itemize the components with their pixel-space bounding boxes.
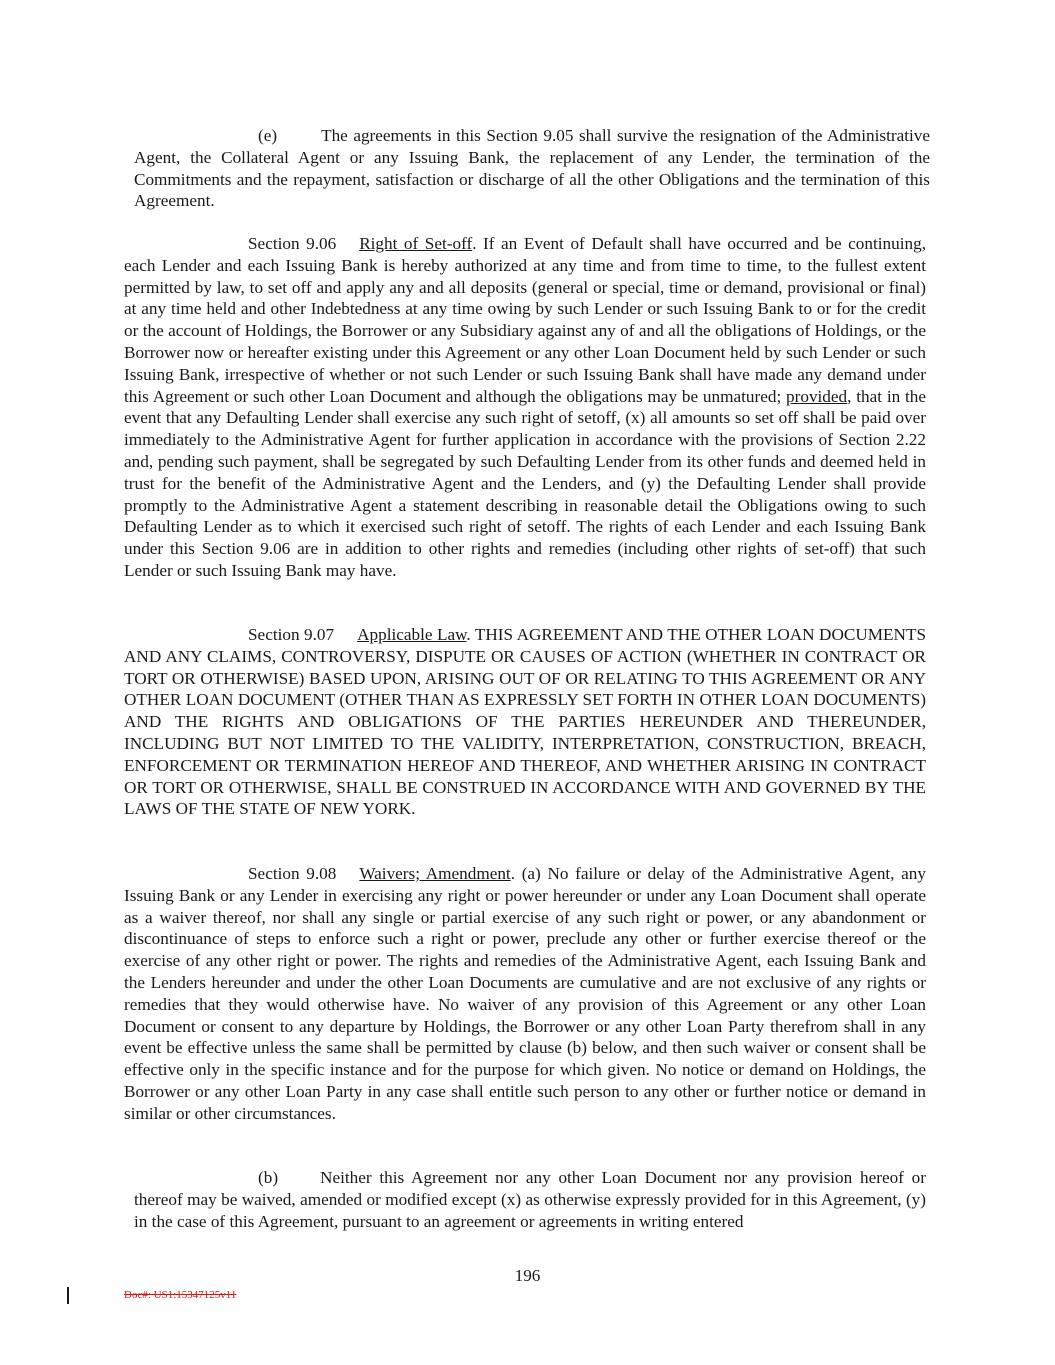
section-text-continued: , that in the event that any Defaulting Lender shall exercise any such right of setoff, (x) all amounts so set off shall be paid over immediately to the Administrative Agent for further application in accordance with the provisions of Section 2.22 and, pending such payment, shall be segregated by such Defaulting Lender from its other funds and deemed held in trust for the benefit of the Administrative Agent and the Lenders, and (y) the Defaulting Lender shall provide promptly to the Administrative Agent a statement describing in reasonable detail the Obligations owing to such Defaulting Lender as to which it exercised such right of setoff. The rights of each Lender and each Issuing Bank under this Section 9.06 are in addition to other rights and remedies (including other rights of set-off) that such Lender or such Issuing Bank may have.	[124, 386, 926, 580]
section-number: Section 9.06	[248, 234, 337, 253]
paragraph-9-05-e	[134, 125, 930, 212]
section-heading: Applicable Law	[357, 625, 467, 644]
section-heading: Waivers; Amendment	[359, 864, 511, 883]
change-bar	[67, 1287, 69, 1304]
paragraph-9-08-b	[134, 1167, 926, 1232]
section-text: . If an Event of Default shall have occurred and be continuing, each Lender and each Issuing Bank is hereby authorized at any time and from time to time, to the fullest extent permitted by law, to set off and apply any and all deposits (general or special, time or demand, provisional or final) at any time held and other Indebtedness at any time owing by such Lender or such Issuing Bank to or for the credit or the account of Holdings, the Borrower or any Subsidiary against any of and all the obligations of Holdings, or the Borrower now or hereafter existing under this Agreement or any other Loan Document held by such Lender or such Issuing Bank, irrespective of whether or not such Lender or such Issuing Bank shall have made any demand under this Agreement or such other Loan Document and although the obligations may be unmatured;	[124, 234, 926, 406]
section-heading: Right of Set-off	[359, 234, 473, 253]
section-number: Section 9.08	[248, 864, 337, 883]
paragraph-text: Neither this Agreement nor any other Loan Document nor any provision hereof or thereof may be waived, amended or modified except (x) as otherwise expressly provided for in this Agreement, (y) in the case of this Agreement, pursuant to an agreement or agreements in writing entered	[134, 1168, 926, 1231]
section-9-08-paragraph	[124, 863, 926, 1125]
page-number: 196	[514, 1266, 541, 1285]
paragraph-text: The agreements in this Section 9.05 shall survive the resignation of the Administrative Agent, the Collateral Agent or any Issuing Bank, the replacement of any Lender, the termination of the Commitments and the repayment, satisfaction or discharge of all the other Obligations and the termination of this Agreement.	[134, 126, 930, 211]
section-text: . (a) No failure or delay of the Administrative Agent, any Issuing Bank or any Lender in exercising any right or power hereunder or under any Loan Document shall operate as a waiver thereof, nor shall any single or partial exercise of any such right or power, or any abandonment or discontinuance of steps to enforce such a right or power, preclude any other or further exercise thereof or the exercise of any other right or power. The rights and remedies of the Administrative Agent, each Issuing Bank and the Lenders hereunder and under the other Loan Documents are cumulative and are not exclusive of any rights or remedies that they would otherwise have. No waiver of any provision of this Agreement or any other Loan Document or consent to any departure by Holdings, the Borrower or any other Loan Party therefrom shall in any event be effective unless the same shall be permitted by clause (b) below, and then such waiver or consent shall be effective only in the specific instance and for the purpose for which given. No notice or demand on Holdings, the Borrower or any other Loan Party in any case shall entitle such person to any other or further notice or demand in similar or other circumstances.	[124, 864, 926, 1123]
provided-term: provided	[786, 386, 848, 406]
paragraph-label: (b)	[258, 1168, 279, 1187]
section-text: . THIS AGREEMENT AND THE OTHER LOAN DOCUMENTS AND ANY CLAIMS, CONTROVERSY, DISPUTE OR CAUSES OF ACTION (WHETHER IN CONTRACT OR TORT OR OTHERWISE) BASED UPON, ARISING OUT OF OR RELATING TO THIS AGREEMENT OR ANY OTHER LOAN DOCUMENT (OTHER THAN AS EXPRESSLY SET FORTH IN OTHER LOAN DOCUMENTS) AND THE RIGHTS AND OBLIGATIONS OF THE PARTIES HEREUNDER AND THEREUNDER, INCLUDING BUT NOT LIMITED TO THE VALIDITY, INTERPRETATION, CONSTRUCTION, BREACH, ENFORCEMENT OR TERMINATION HEREOF AND THEREOF, AND WHETHER ARISING IN CONTRACT OR TORT OR OTHERWISE, SHALL BE CONSTRUED IN ACCORDANCE WITH AND GOVERNED BY THE LAWS OF THE STATE OF NEW YORK.	[124, 625, 926, 819]
section-9-06-paragraph	[124, 233, 926, 582]
document-id: Doc#: US1:15347125v11	[124, 1289, 237, 1301]
paragraph-label: (e)	[258, 126, 278, 145]
section-number: Section 9.07	[248, 625, 335, 644]
section-9-07-paragraph	[124, 624, 926, 820]
